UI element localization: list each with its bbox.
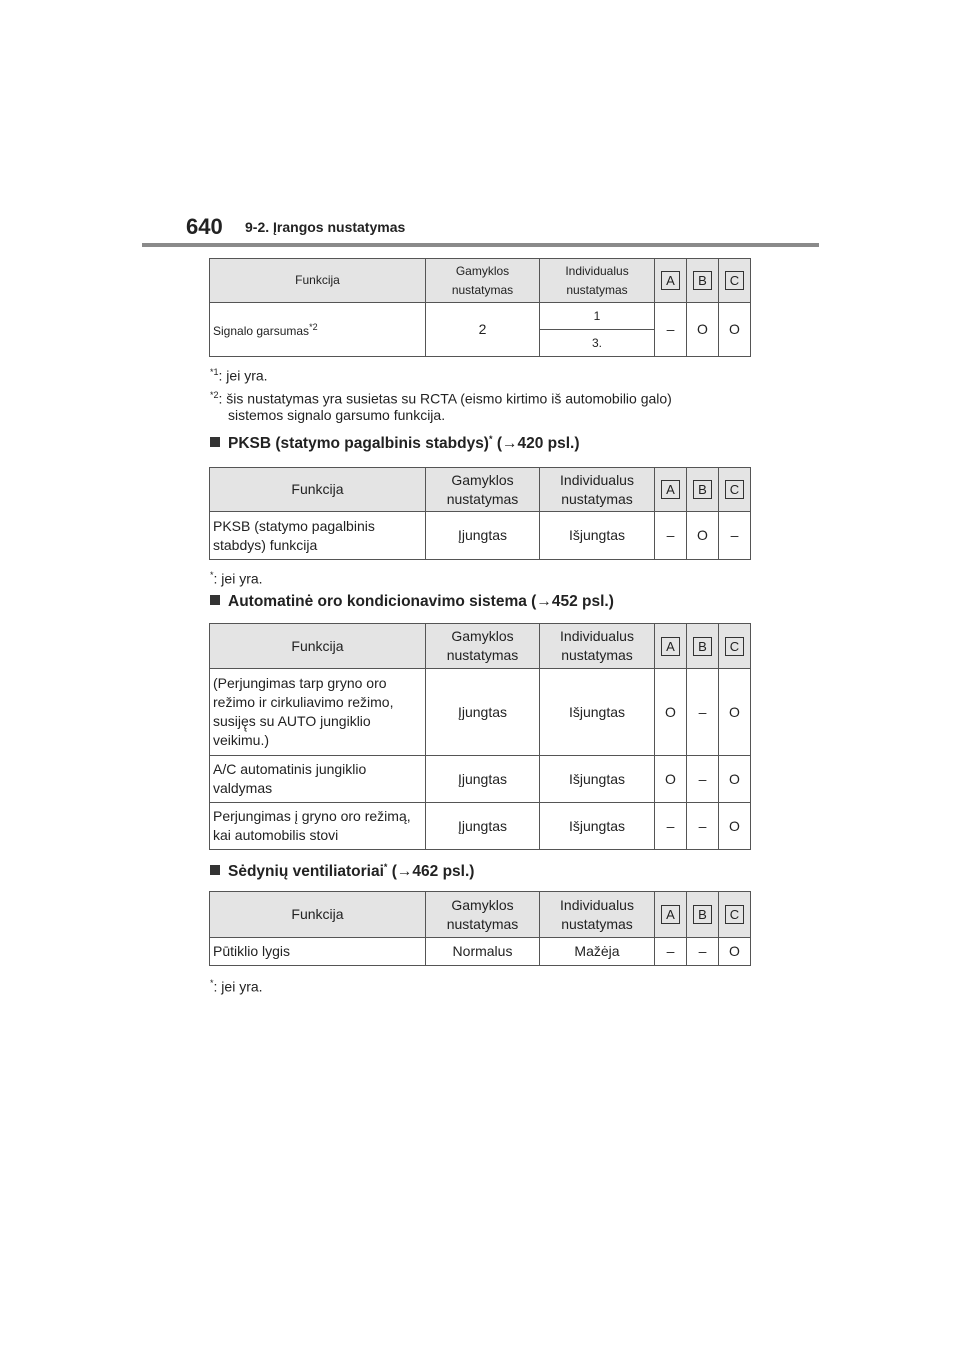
- custom-cell: Išjungtas: [540, 803, 655, 850]
- c-cell: O: [719, 669, 751, 756]
- table-row: [210, 669, 751, 756]
- custom-cell: Išjungtas: [540, 756, 655, 803]
- function-cell: (Perjungimas tarp gryno oro režimo ir cirkuliavimo režimo, susiję̨s su AUTO jungiklio veikimu.): [210, 669, 426, 756]
- function-cell: Perjungimas į gryno oro režimą, kai automobilis stovi: [210, 803, 426, 850]
- col-header-c: C: [719, 624, 751, 669]
- signal-volume-table: [209, 258, 751, 357]
- col-header-function: Funkcija: [210, 259, 426, 303]
- col-header-function: Funkcija: [210, 624, 426, 669]
- heading-ac: Automatinė oro kondicionavimo sistema (→452 psl.): [210, 593, 614, 611]
- a-cell: O: [655, 669, 687, 756]
- col-header-custom: Individualus nustatymas: [540, 892, 655, 938]
- c-cell: O: [719, 756, 751, 803]
- heading-pksb: PKSB (statymo pagalbinis stabdys)* (→420 psl.): [210, 434, 580, 453]
- section-title: 9-2. Įrangos nustatymas: [245, 219, 406, 235]
- custom-cell: Išjungtas: [540, 512, 655, 560]
- a-cell: O: [655, 756, 687, 803]
- b-cell: –: [687, 803, 719, 850]
- col-header-a: A: [655, 624, 687, 669]
- col-header-c: C: [719, 468, 751, 512]
- b-cell: –: [687, 756, 719, 803]
- c-cell: –: [719, 512, 751, 560]
- a-cell: –: [655, 512, 687, 560]
- custom-cell: Išjungtas: [540, 669, 655, 756]
- col-header-function: Funkcija: [210, 892, 426, 938]
- function-cell: Signalo garsumas$^{*2}$: [210, 303, 426, 357]
- ac-table: [209, 623, 751, 850]
- col-header-function: Funkcija: [210, 468, 426, 512]
- col-header-c: C: [719, 892, 751, 938]
- footnote: $^{*1}$: jei yra.: [210, 367, 268, 384]
- col-header-factory: Gamyklos nustatymas: [426, 468, 540, 512]
- footnote: *: jei yra.: [210, 570, 263, 587]
- b-cell: –: [687, 669, 719, 756]
- b-cell: O: [687, 512, 719, 560]
- c-cell: O: [719, 803, 751, 850]
- function-cell: PKSB (statymo pagalbinis stabdys) funkcija: [210, 512, 426, 560]
- col-header-a: A: [655, 259, 687, 303]
- function-cell: Pūtiklio lygis: [210, 938, 426, 966]
- table-row: [210, 756, 751, 803]
- seat-ventilation-table: [209, 891, 751, 966]
- col-header-b: B: [687, 624, 719, 669]
- col-header-factory: Gamyklos nustatymas: [426, 259, 540, 303]
- pksb-table: [209, 467, 751, 560]
- a-cell: –: [655, 803, 687, 850]
- a-cell: –: [655, 938, 687, 966]
- factory-cell: Įjungtas: [426, 669, 540, 756]
- table-row: [210, 512, 751, 560]
- header-rule: [142, 243, 819, 247]
- factory-cell: 2: [426, 303, 540, 357]
- heading-seat-ventilation: Sėdynių ventiliatoriai* (→462 psl.): [210, 862, 474, 881]
- c-cell: O: [719, 303, 751, 357]
- col-header-a: A: [655, 892, 687, 938]
- col-header-b: B: [687, 892, 719, 938]
- col-header-custom: Individualus nustatymas: [540, 259, 655, 303]
- custom-cell: Mažėja: [540, 938, 655, 966]
- c-cell: O: [719, 938, 751, 966]
- a-cell: –: [655, 303, 687, 357]
- col-header-factory: Gamyklos nustatymas: [426, 624, 540, 669]
- footnote-continuation: sistemos signalo garsumo funkcija.: [228, 407, 446, 423]
- page-number: 640: [186, 214, 223, 239]
- col-header-custom: Individualus nustatymas: [540, 624, 655, 669]
- col-header-b: B: [687, 259, 719, 303]
- col-header-b: B: [687, 468, 719, 512]
- col-header-c: C: [719, 259, 751, 303]
- col-header-factory: Gamyklos nustatymas: [426, 892, 540, 938]
- table-row: [210, 803, 751, 850]
- b-cell: O: [687, 303, 719, 357]
- factory-cell: Įjungtas: [426, 512, 540, 560]
- footnote: $^{*2}$: šis nustatymas yra susietas su RCTA (eismo kirtimo iš automobilio galo): [210, 390, 672, 407]
- col-header-custom: Individualus nustatymas: [540, 468, 655, 512]
- col-header-a: A: [655, 468, 687, 512]
- function-cell: A/C automatinis jungiklio valdymas: [210, 756, 426, 803]
- factory-cell: Įjungtas: [426, 756, 540, 803]
- b-cell: –: [687, 938, 719, 966]
- table-row: [210, 938, 751, 966]
- custom-cell: 3.: [540, 330, 655, 357]
- factory-cell: Normalus: [426, 938, 540, 966]
- footnote: *: jei yra.: [210, 978, 263, 995]
- custom-cell: 1: [540, 303, 655, 330]
- factory-cell: Įjungtas: [426, 803, 540, 850]
